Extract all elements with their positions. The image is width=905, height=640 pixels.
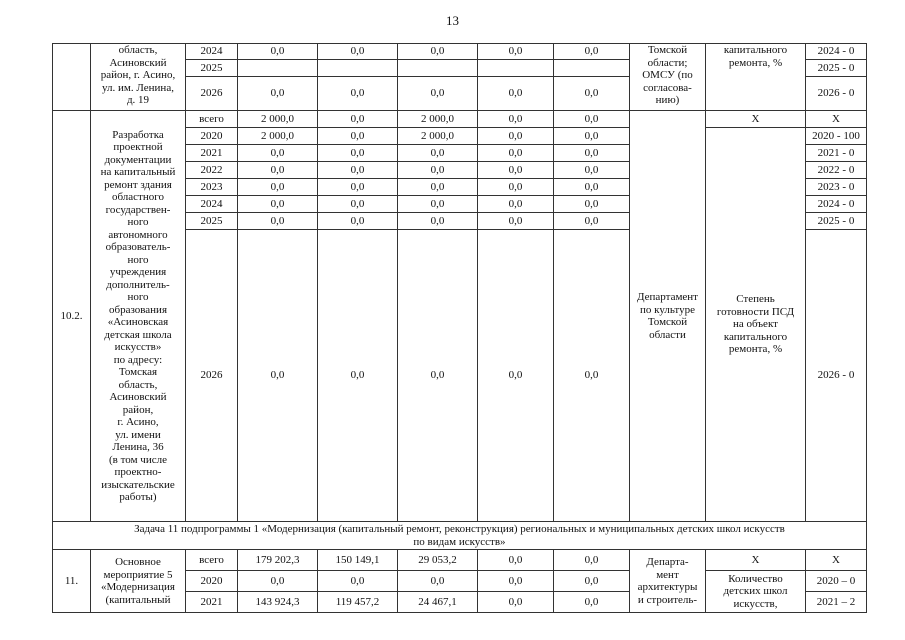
value-cell: 0,0	[238, 77, 318, 111]
indicator-value-cell: 2025 - 0	[806, 60, 867, 77]
value-cell: 179 202,3	[238, 550, 318, 571]
value-cell: 0,0	[398, 230, 478, 522]
indicator-name-cell: Количество детских школ искусств,	[706, 571, 806, 613]
value-cell	[238, 60, 318, 77]
table-row	[53, 44, 867, 60]
value-cell: 0,0	[238, 145, 318, 162]
value-cell: 0,0	[554, 111, 630, 128]
item-number-cell: 11.	[53, 550, 91, 613]
value-cell: 0,0	[554, 44, 630, 60]
value-cell: 0,0	[478, 179, 554, 196]
value-cell: 0,0	[478, 44, 554, 60]
value-cell: 0,0	[238, 230, 318, 522]
value-cell: 0,0	[478, 592, 554, 613]
value-cell: 0,0	[554, 230, 630, 522]
table-row	[53, 111, 867, 128]
value-cell: 0,0	[238, 179, 318, 196]
value-cell: 0,0	[238, 44, 318, 60]
value-cell: 150 149,1	[318, 550, 398, 571]
executor-cell: Департамент по культуре Томской области	[630, 111, 706, 522]
value-cell: 0,0	[554, 162, 630, 179]
value-cell: 2 000,0	[238, 128, 318, 145]
year-cell: 2021	[186, 592, 238, 613]
executor-cell: Томской области; ОМСУ (по согласова- нию)	[630, 44, 706, 111]
value-cell: 0,0	[554, 550, 630, 571]
value-cell: 29 053,2	[398, 550, 478, 571]
value-cell: 0,0	[318, 128, 398, 145]
indicator-value-cell: 2026 - 0	[806, 77, 867, 111]
indicator-value-cell: 2020 - 100	[806, 128, 867, 145]
value-cell: 0,0	[554, 213, 630, 230]
year-cell: 2025	[186, 60, 238, 77]
value-cell: 24 467,1	[398, 592, 478, 613]
indicator-value-cell: 2024 - 0	[806, 196, 867, 213]
value-cell	[318, 60, 398, 77]
value-cell: 0,0	[478, 213, 554, 230]
value-cell: 0,0	[554, 77, 630, 111]
item-number-cell	[53, 44, 91, 111]
value-cell: 0,0	[554, 592, 630, 613]
value-cell: 0,0	[318, 196, 398, 213]
value-cell: 0,0	[318, 77, 398, 111]
value-cell: 0,0	[478, 111, 554, 128]
year-cell: всего	[186, 111, 238, 128]
indicator-value-cell: 2020 – 0	[806, 571, 867, 592]
value-cell: 2 000,0	[398, 111, 478, 128]
value-cell: 0,0	[478, 77, 554, 111]
indicator-value-cell: X	[806, 111, 867, 128]
indicator-value-cell: 2023 - 0	[806, 179, 867, 196]
year-cell: 2024	[186, 196, 238, 213]
task-heading: Задача 11 подпрограммы 1 «Модернизация (капитальный ремонт, реконструкция) региональных и муниципальных детских школ искусств по видам искусств»	[53, 522, 867, 550]
value-cell: 0,0	[554, 145, 630, 162]
year-cell: 2024	[186, 44, 238, 60]
year-cell: 2026	[186, 77, 238, 111]
value-cell: 0,0	[318, 571, 398, 592]
value-cell: 0,0	[478, 550, 554, 571]
value-cell: 0,0	[318, 111, 398, 128]
indicator-total-cell: X	[706, 111, 806, 128]
year-cell: 2025	[186, 213, 238, 230]
indicator-total-cell: X	[706, 550, 806, 571]
value-cell: 0,0	[398, 196, 478, 213]
year-cell: 2021	[186, 145, 238, 162]
item-name-cell: Разработка проектной документации на капитальный ремонт здания областного государствен- ного автономного образователь- ного учреждения дополнитель- ного образования «Асиновская детская школа искусств» по адресу: Томская область, Асиновский район, г. Асино, ул. имени Ленина, 36 (в том числе проектно- изыскательские работы)	[91, 111, 186, 522]
value-cell: 0,0	[478, 162, 554, 179]
value-cell: 0,0	[398, 213, 478, 230]
value-cell: 119 457,2	[318, 592, 398, 613]
value-cell: 0,0	[318, 44, 398, 60]
value-cell: 2 000,0	[238, 111, 318, 128]
value-cell: 0,0	[478, 145, 554, 162]
value-cell: 0,0	[478, 128, 554, 145]
value-cell: 0,0	[318, 145, 398, 162]
indicator-value-cell: 2021 – 2	[806, 592, 867, 613]
value-cell	[554, 60, 630, 77]
indicator-name-cell: капитального ремонта, %	[706, 44, 806, 111]
value-cell: 0,0	[238, 571, 318, 592]
value-cell: 0,0	[318, 230, 398, 522]
item-name-cell: область, Асиновский район, г. Асино, ул. им. Ленина, д. 19	[91, 44, 186, 111]
indicator-value-cell: X	[806, 550, 867, 571]
program-table	[52, 43, 867, 613]
value-cell: 0,0	[398, 145, 478, 162]
table-row	[53, 550, 867, 571]
year-cell: 2020	[186, 571, 238, 592]
value-cell: 143 924,3	[238, 592, 318, 613]
value-cell: 0,0	[238, 196, 318, 213]
indicator-name-cell: Степень готовности ПСД на объект капитального ремонта, %	[706, 128, 806, 522]
table-row	[53, 522, 867, 550]
value-cell	[398, 60, 478, 77]
value-cell: 0,0	[478, 230, 554, 522]
item-name-cell: Основное мероприятие 5 «Модернизация (капитальный	[91, 550, 186, 613]
value-cell: 0,0	[398, 77, 478, 111]
value-cell: 0,0	[238, 213, 318, 230]
indicator-value-cell: 2025 - 0	[806, 213, 867, 230]
year-cell: 2020	[186, 128, 238, 145]
page-number: 13	[446, 13, 459, 28]
value-cell: 0,0	[318, 213, 398, 230]
indicator-value-cell: 2022 - 0	[806, 162, 867, 179]
value-cell: 0,0	[398, 162, 478, 179]
value-cell: 0,0	[398, 179, 478, 196]
value-cell: 0,0	[238, 162, 318, 179]
value-cell: 0,0	[554, 128, 630, 145]
item-number-cell: 10.2.	[53, 111, 91, 522]
value-cell	[478, 60, 554, 77]
value-cell: 0,0	[318, 162, 398, 179]
value-cell: 2 000,0	[398, 128, 478, 145]
value-cell: 0,0	[318, 179, 398, 196]
value-cell: 0,0	[478, 571, 554, 592]
executor-cell: Департа- мент архитектуры и строитель-	[630, 550, 706, 613]
value-cell: 0,0	[478, 196, 554, 213]
indicator-value-cell: 2024 - 0	[806, 44, 867, 60]
indicator-value-cell: 2026 - 0	[806, 230, 867, 522]
value-cell: 0,0	[398, 571, 478, 592]
year-cell: 2023	[186, 179, 238, 196]
indicator-value-cell: 2021 - 0	[806, 145, 867, 162]
year-cell: 2022	[186, 162, 238, 179]
year-cell: 2026	[186, 230, 238, 522]
value-cell: 0,0	[554, 571, 630, 592]
value-cell: 0,0	[398, 44, 478, 60]
year-cell: всего	[186, 550, 238, 571]
value-cell: 0,0	[554, 179, 630, 196]
value-cell: 0,0	[554, 196, 630, 213]
